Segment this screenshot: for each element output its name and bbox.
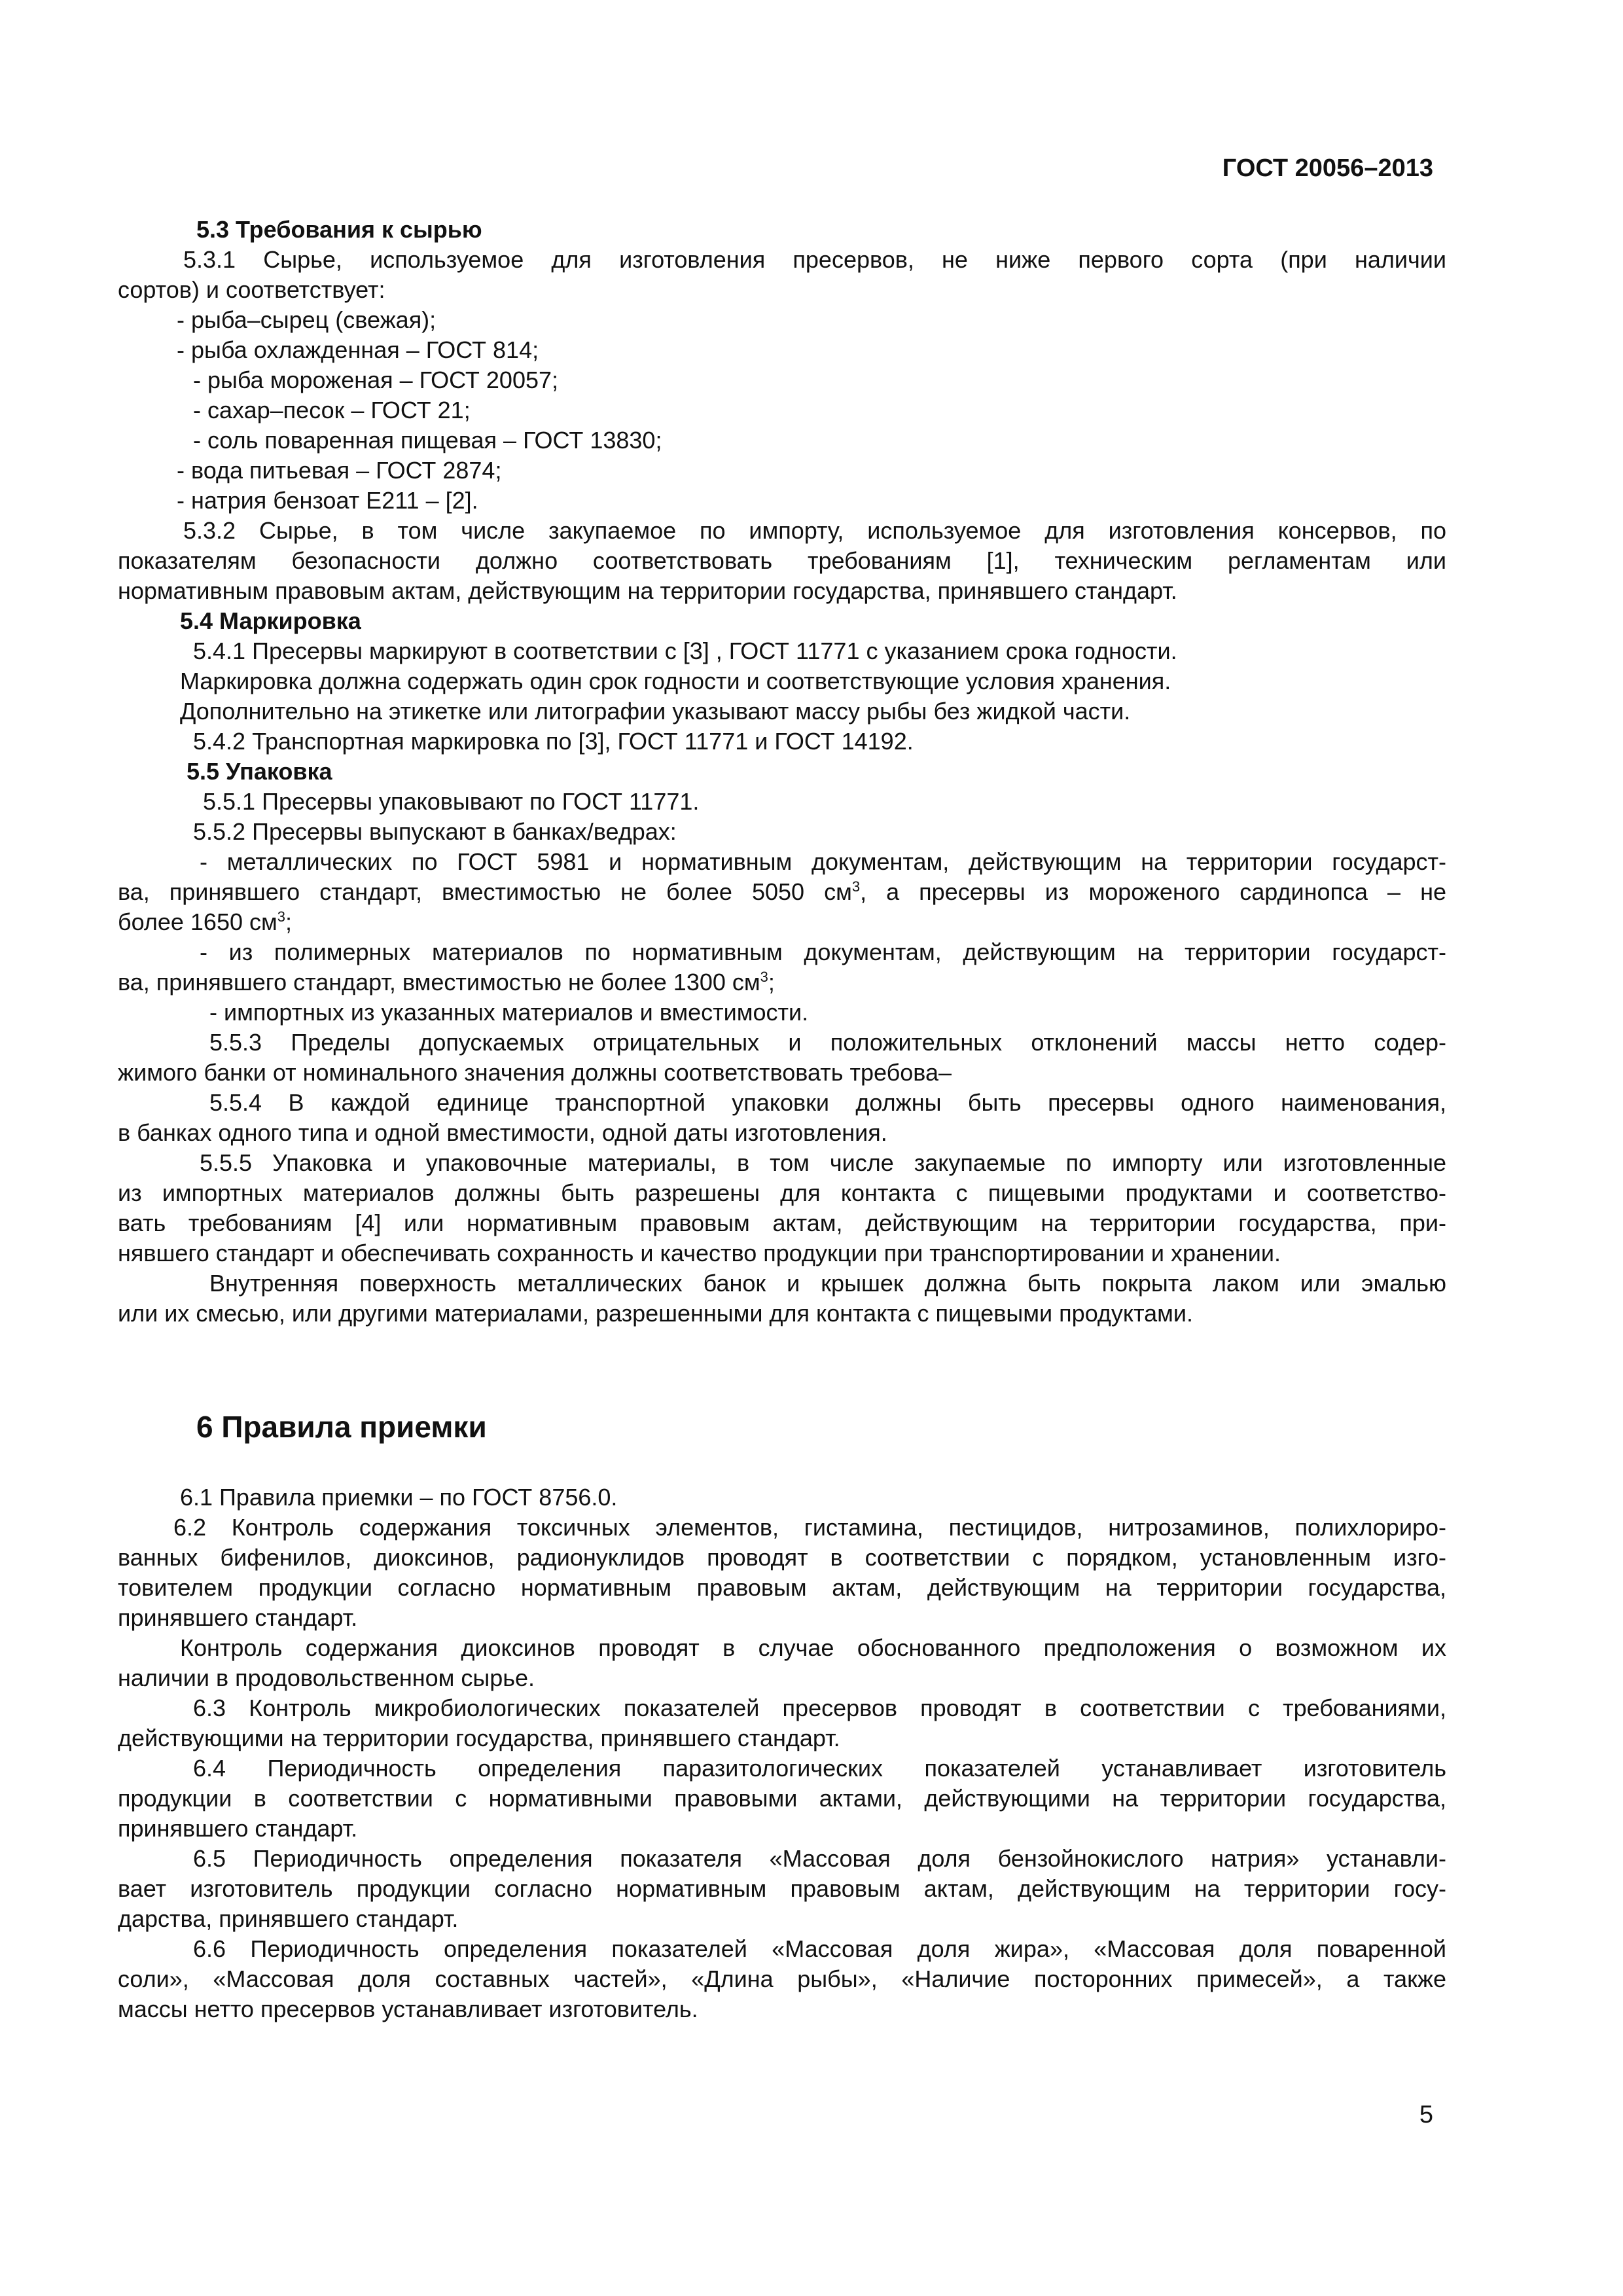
text-run: ва, принявшего стандарт, вместимостью не более 1300 см	[118, 969, 760, 996]
text-run: ва, принявшего стандарт, вместимостью не более 5050 см	[118, 878, 852, 905]
document-id: ГОСТ 20056–2013	[1222, 154, 1433, 182]
list-item: - натрия бензоат Е211 – [2].	[177, 487, 478, 514]
paragraph-line: соли», «Массовая доля составных частей», «Длина рыбы», «Наличие посторонних примесей», а также	[118, 1965, 1446, 1992]
superscript: 3	[277, 908, 285, 925]
paragraph-line	[118, 907, 1446, 937]
paragraph-line: - из полимерных материалов по нормативным документам, действующим на территории государст-	[200, 939, 1446, 965]
paragraph-line: 5.5.2 Пресервы выпускают в банках/ведрах:	[193, 818, 677, 845]
paragraph-line: принявшего стандарт.	[118, 1815, 358, 1842]
paragraph-line: Контроль содержания диоксинов проводят в случае обоснованного предположения о возможном их	[180, 1634, 1446, 1661]
paragraph-line: из импортных материалов должны быть разрешены для контакта с пищевыми продуктами и соответство-	[118, 1179, 1446, 1206]
paragraph-line: 5.3.2 Сырье, в том числе закупаемое по импорту, используемое для изготовления консервов, по	[183, 517, 1446, 544]
paragraph-line: действующими на территории государства, принявшего стандарт.	[118, 1725, 840, 1751]
paragraph-line: вает изготовитель продукции согласно нормативным правовым актам, действующим на территории госу-	[118, 1875, 1446, 1902]
paragraph-line: продукции в соответствии с нормативными правовыми актами, действующими на территории государства,	[118, 1785, 1446, 1812]
paragraph-line: наличии в продовольственном сырье.	[118, 1664, 535, 1691]
paragraph-line: 5.5.1 Пресервы упаковывают по ГОСТ 11771.	[203, 788, 700, 815]
paragraph-line: - металлических по ГОСТ 5981 и нормативным документам, действующим на территории государст-	[200, 848, 1446, 875]
superscript: 3	[851, 878, 861, 895]
paragraph-line: вать требованиям [4] или нормативным правовым актам, действующим на территории государства, при-	[118, 1210, 1446, 1236]
text-run: ;	[768, 969, 775, 996]
section-5-5-title: 5.5 Упаковка	[187, 758, 332, 785]
paragraph-line: 6.6 Периодичность определения показателей «Массовая доля жира», «Массовая доля поваренной	[193, 1935, 1446, 1962]
paragraph-line: принявшего стандарт.	[118, 1604, 358, 1631]
paragraph-line: 5.5.3 Пределы допускаемых отрицательных и положительных отклонений массы нетто содер-	[209, 1029, 1446, 1056]
list-item: - рыба–сырец (свежая);	[177, 306, 437, 333]
section-5-3-title: 5.3 Требования к сырью	[196, 216, 482, 243]
paragraph-line: 5.4.2 Транспортная маркировка по [3], ГОСТ 11771 и ГОСТ 14192.	[193, 728, 914, 755]
paragraph-line: 6.4 Периодичность определения паразитологических показателей устанавливает изготовитель	[193, 1755, 1446, 1782]
paragraph-line: Внутренняя поверхность металлических банок и крышек должна быть покрыта лаком или эмалью	[209, 1270, 1446, 1297]
list-item: - рыба мороженая – ГОСТ 20057;	[193, 367, 559, 393]
paragraph-line: ванных бифенилов, диоксинов, радионуклидов проводят в соответствии с порядком, установленным изго-	[118, 1544, 1446, 1571]
paragraph-line: 6.1 Правила приемки – по ГОСТ 8756.0.	[180, 1484, 618, 1511]
paragraph-line: 6.2 Контроль содержания токсичных элементов, гистамина, пестицидов, нитрозаминов, полихлориро-	[173, 1514, 1446, 1541]
paragraph-line: дарства, принявшего стандарт.	[118, 1905, 459, 1932]
paragraph-line: 6.5 Периодичность определения показателя «Массовая доля бензойнокислого натрия» устанавли-	[193, 1845, 1446, 1872]
paragraph-line: показателям безопасности должно соответствовать требованиям [1], техническим регламентам или	[118, 547, 1446, 574]
paragraph-line: товителем продукции согласно нормативным правовым актам, действующим на территории государства,	[118, 1574, 1446, 1601]
paragraph-line	[118, 877, 1446, 907]
paragraph-line: массы нетто пресервов устанавливает изготовитель.	[118, 1996, 698, 2022]
paragraph-line: нормативным правовым актам, действующим на территории государства, принявшего стандарт.	[118, 577, 1177, 604]
page-number: 5	[1419, 2101, 1433, 2128]
sections-5-3-to-5-5	[118, 215, 1446, 1329]
paragraph-line: 5.5.4 В каждой единице транспортной упаковки должны быть пресервы одного наименования,	[209, 1089, 1446, 1116]
paragraph-line: жимого банки от номинального значения должны соответствовать требова–	[118, 1059, 952, 1086]
paragraph-line: 5.3.1 Сырье, используемое для изготовления пресервов, не ниже первого сорта (при наличии	[183, 246, 1446, 273]
section-6-body	[118, 1482, 1446, 2024]
paragraph-line: 6.3 Контроль микробиологических показателей пресервов проводят в соответствии с требованиями,	[193, 1695, 1446, 1721]
text-run: , а пресервы из мороженого сардинопса – не	[860, 878, 1446, 905]
text-run: более 1650 см	[118, 908, 277, 935]
paragraph-line: сортов) и соответствует:	[118, 276, 385, 303]
paragraph-line: нявшего стандарт и обеспечивать сохранность и качество продукции при транспортировании и хранении.	[118, 1240, 1281, 1266]
paragraph-line	[118, 967, 1446, 997]
paragraph-line: Маркировка должна содержать один срок годности и соответствующие условия хранения.	[180, 668, 1171, 694]
paragraph-line: 5.5.5 Упаковка и упаковочные материалы, в том числе закупаемые по импорту или изготовленные	[200, 1149, 1446, 1176]
paragraph-line: 5.4.1 Пресервы маркируют в соответствии с [3] , ГОСТ 11771 с указанием срока годности.	[193, 637, 1177, 664]
superscript: 3	[760, 969, 768, 985]
paragraph-line: или их смесью, или другими материалами, разрешенными для контакта с пищевыми продуктами.	[118, 1300, 1194, 1327]
paragraph-line: Дополнительно на этикетке или литографии указывают массу рыбы без жидкой части.	[180, 698, 1131, 725]
section-6-title: 6 Правила приемки	[196, 1410, 487, 1444]
text-run: ;	[285, 908, 293, 935]
list-item: - сахар–песок – ГОСТ 21;	[193, 397, 471, 423]
list-item: - вода питьевая – ГОСТ 2874;	[177, 457, 502, 484]
list-item: - рыба охлажденная – ГОСТ 814;	[177, 336, 539, 363]
list-item: - соль поваренная пищевая – ГОСТ 13830;	[193, 427, 662, 454]
paragraph-line: - импортных из указанных материалов и вместимости.	[209, 999, 809, 1026]
section-5-4-title: 5.4 Маркировка	[180, 607, 361, 634]
paragraph-line: в банках одного типа и одной вместимости, одной даты изготовления.	[118, 1119, 887, 1146]
